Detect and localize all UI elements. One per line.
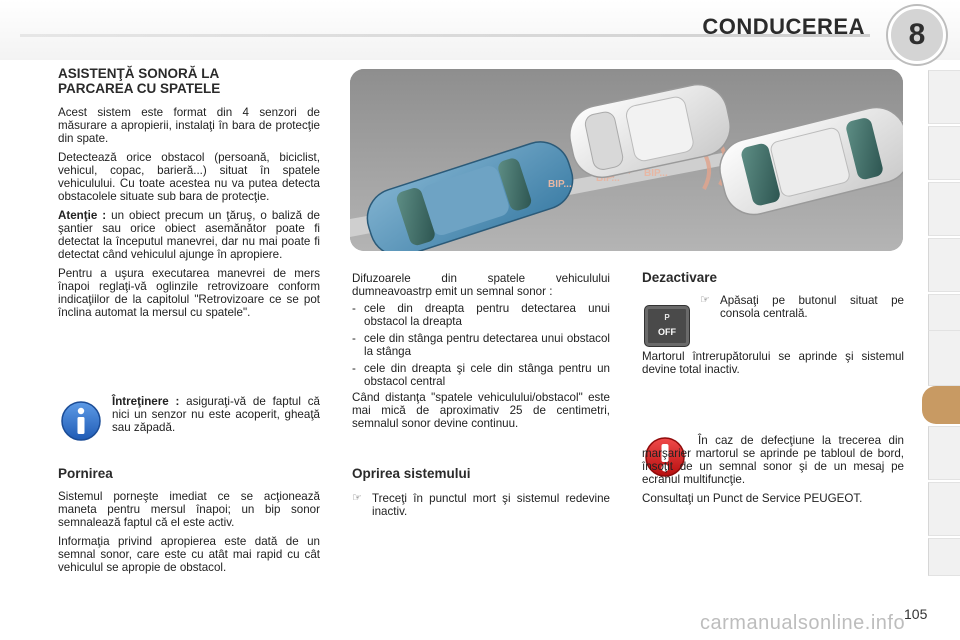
chapter-title: CONDUCEREA xyxy=(702,14,865,39)
chapter-number-badge xyxy=(888,6,946,64)
info-icon xyxy=(60,400,102,447)
chapter-number: 8 xyxy=(908,18,926,51)
button-label-top: P xyxy=(664,313,670,322)
pointing-hand-icon: ☞ xyxy=(352,492,362,504)
button-label-bottom: OFF xyxy=(658,327,676,337)
middle-column xyxy=(352,272,610,430)
start-paragraph-1: Sistemul porneşte imediat ce se acţionează maneta pentru mersul înapoi; un bip sonor semnalează faptul că el este activ. xyxy=(58,490,320,529)
pointing-hand-icon: ☞ xyxy=(700,294,710,306)
attention-label: Atenţie : xyxy=(58,209,107,222)
sound-label: BIP... xyxy=(548,179,572,190)
maintenance-note xyxy=(112,395,320,434)
stop-heading: Oprirea sistemului xyxy=(352,466,471,481)
sound-label: BIP... xyxy=(644,168,668,179)
stop-section xyxy=(352,466,610,518)
start-paragraph-2: Informaţia privind apropierea este dată de un semnal sonor, care este cu atât mai rapid cu cât vehiculul se apropie de obstacol. xyxy=(58,535,320,574)
parking-illustration xyxy=(350,69,903,251)
chapter-tab[interactable] xyxy=(928,330,960,386)
page-number: 105 xyxy=(904,606,928,622)
list-item: - cele din dreapta şi cele din stânga pentru un obstacol central xyxy=(352,362,610,388)
intro-paragraph: Acest sistem este format din 4 senzori de măsurare a apropierii, instalaţi în bara de protecţie din spate. xyxy=(58,106,320,145)
list-item: - cele din dreapta pentru detectarea unui obstacol la dreapta xyxy=(352,302,610,328)
maintenance-label: Întreţinere : xyxy=(112,395,180,408)
deactivation-section xyxy=(642,270,904,285)
left-column xyxy=(58,66,320,319)
speakers-intro: Difuzoarele din spatele vehiculului dumneavoastrp emit un semnal sonor : xyxy=(352,272,610,298)
list-item: - cele din stânga pentru detectarea unui obstacol la stânga xyxy=(352,332,610,358)
start-heading: Pornirea xyxy=(58,466,113,481)
start-section xyxy=(58,466,320,574)
chapter-tab[interactable] xyxy=(928,538,960,576)
distance-paragraph: Când distanţa "spatele vehiculului/obstacol" este mai mică de aproximativ 25 de centimetri, semnalul sonor devine continuu. xyxy=(352,391,610,430)
attention-text: un obiect precum un ţăruş, o baliză de şantier sau orice obiect asemănător poate fi detectat la începutul manevrei, dar nu mai poate fi detectat când vehiculul ajunge în apropiere. xyxy=(58,209,320,261)
chapter-tab[interactable] xyxy=(928,70,960,124)
indicator-paragraph: Martorul întrerupătorului se aprinde şi sistemul devine total inactiv. xyxy=(642,350,904,376)
detection-paragraph: Detectează orice obstacol (persoană, biciclist, vehicul, copac, barieră...) situat în spatele vehiculului. Cu toate acestea nu va putea detecta obstacolele situate sub bara de protecţie. xyxy=(58,151,320,203)
chapter-tab[interactable] xyxy=(928,238,960,292)
park-assist-off-button[interactable] xyxy=(644,305,690,347)
chapter-tab[interactable] xyxy=(928,182,960,236)
fault-paragraph: În caz de defecţiune la trecerea din marşarier martorul se aprinde pe tabloul de bord, însoţit de un semnal sonor şi de un mesaj pe ecranul multifuncţie. xyxy=(642,434,904,486)
chapter-tab[interactable] xyxy=(928,482,960,536)
section-heading-line2: PARCAREA CU SPATELE xyxy=(58,81,221,96)
watermark: carmanualsonline.info xyxy=(700,612,906,634)
fault-note xyxy=(642,434,904,505)
service-paragraph: Consultaţi un Punct de Service PEUGEOT. xyxy=(642,492,863,505)
attention-paragraph xyxy=(58,209,320,261)
chapter-tab[interactable] xyxy=(928,426,960,480)
speakers-list xyxy=(352,302,610,388)
sound-label: BIP... xyxy=(596,173,620,184)
button-instruction: ☞ Apăsaţi pe butonul situat pe consola centrală. xyxy=(700,294,904,320)
chapter-tab-active[interactable] xyxy=(922,386,960,424)
chapter-tab[interactable] xyxy=(928,126,960,180)
mirrors-paragraph: Pentru a uşura executarea manevrei de mers înapoi reglaţi-vă oglinzile retrovizoare conform indicaţiilor de la capitolul "Retrovizoare ce se pot înclina automat la mersul cu spatele". xyxy=(58,267,320,319)
indicator-paragraph-wrap xyxy=(642,350,904,376)
stop-instruction: ☞ Treceţi în punctul mort şi sistemul redevine inactiv. xyxy=(352,492,610,518)
section-heading-line1: ASISTENŢĂ SONORĂ LA xyxy=(58,66,220,81)
maintenance-text: asiguraţi-vă de faptul că nici un senzor nu este acoperit, gheaţă sau zăpadă. xyxy=(112,395,320,434)
deactivation-heading: Dezactivare xyxy=(642,270,718,285)
